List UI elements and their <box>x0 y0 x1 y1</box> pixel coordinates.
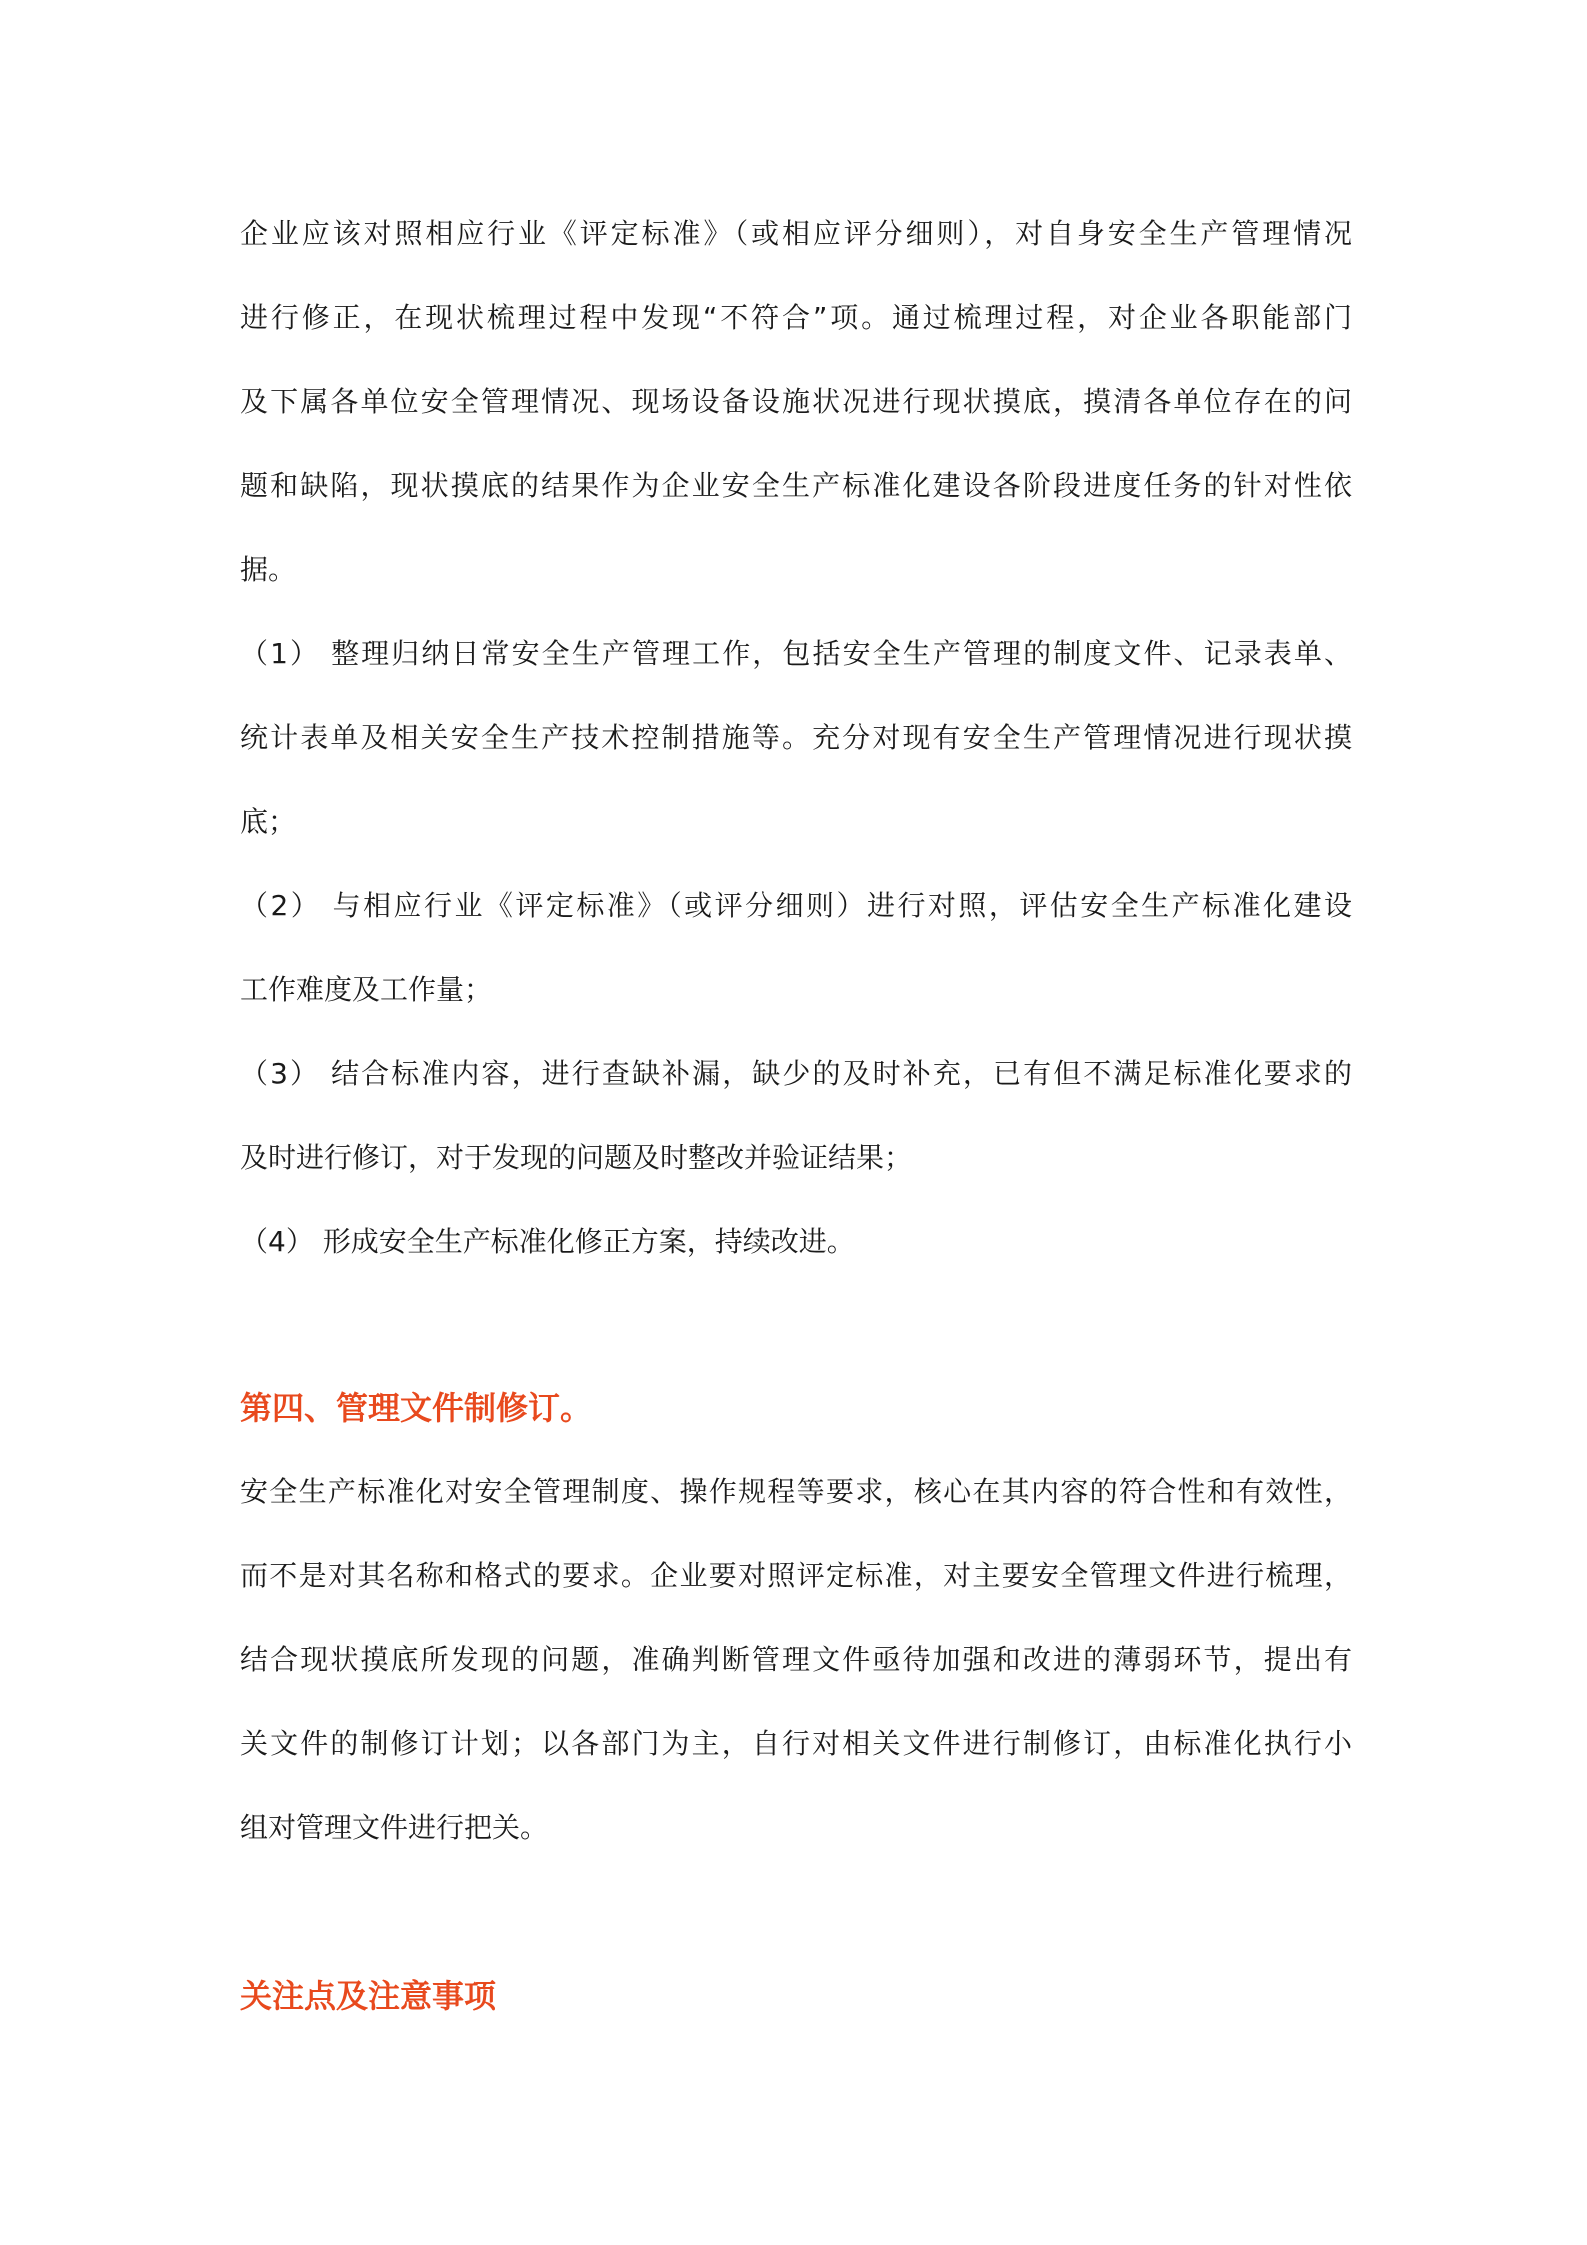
list-item-3 <box>240 1032 1352 1200</box>
section-heading-5: 关注点及注意事项 <box>240 1977 497 2015</box>
intro-paragraph <box>240 192 1352 612</box>
list-item-line: 及时进行修订，对于发现的问题及时整改并验证结果； <box>240 1141 913 1174</box>
list-item-line: （3） 结合标准内容，进行查缺补漏，缺少的及时补充，已有但不满足标准化要求的 <box>240 1057 1352 1090</box>
intro-line: 进行修正，在现状梳理过程中发现“不符合”项。通过梳理过程，对企业各职能部门 <box>240 301 1352 334</box>
list-item-1 <box>240 612 1352 864</box>
intro-line: 题和缺陷，现状摸底的结果作为企业安全生产标准化建设各阶段进度任务的针对性依 <box>240 469 1352 502</box>
list-item-line: （4） 形成安全生产标准化修正方案，持续改进。 <box>240 1225 855 1258</box>
list-item-line: （1） 整理归纳日常安全生产管理工作，包括安全生产管理的制度文件、记录表单、 <box>240 637 1352 670</box>
list-item-4 <box>240 1200 1352 1284</box>
intro-line: 据。 <box>240 553 297 586</box>
section4-line: 结合现状摸底所发现的问题，准确判断管理文件亟待加强和改进的薄弱环节，提出有 <box>240 1643 1352 1676</box>
list-item-line: 工作难度及工作量； <box>240 973 493 1006</box>
section4-line: 组对管理文件进行把关。 <box>240 1811 549 1844</box>
intro-line: 及下属各单位安全管理情况、现场设备设施状况进行现状摸底，摸清各单位存在的问 <box>240 385 1352 418</box>
list-item-line: 底； <box>240 805 297 838</box>
list-item-line: （2） 与相应行业《评定标准》（或评分细则）进行对照，评估安全生产标准化建设 <box>240 889 1352 922</box>
section4-paragraph <box>240 1450 1352 1870</box>
section-heading-4: 第四、管理文件制修订。 <box>240 1389 593 1427</box>
section4-line: 关文件的制修订计划；以各部门为主，自行对相关文件进行制修订，由标准化执行小 <box>240 1727 1352 1760</box>
list-item-line: 统计表单及相关安全生产技术控制措施等。充分对现有安全生产管理情况进行现状摸 <box>240 721 1352 754</box>
section4-line: 安全生产标准化对安全管理制度、操作规程等要求，核心在其内容的符合性和有效性， <box>240 1475 1352 1508</box>
list-item-2 <box>240 864 1352 1032</box>
section4-line: 而不是对其名称和格式的要求。企业要对照评定标准，对主要安全管理文件进行梳理， <box>240 1559 1352 1592</box>
intro-line: 企业应该对照相应行业《评定标准》（或相应评分细则），对自身安全生产管理情况 <box>240 217 1352 250</box>
